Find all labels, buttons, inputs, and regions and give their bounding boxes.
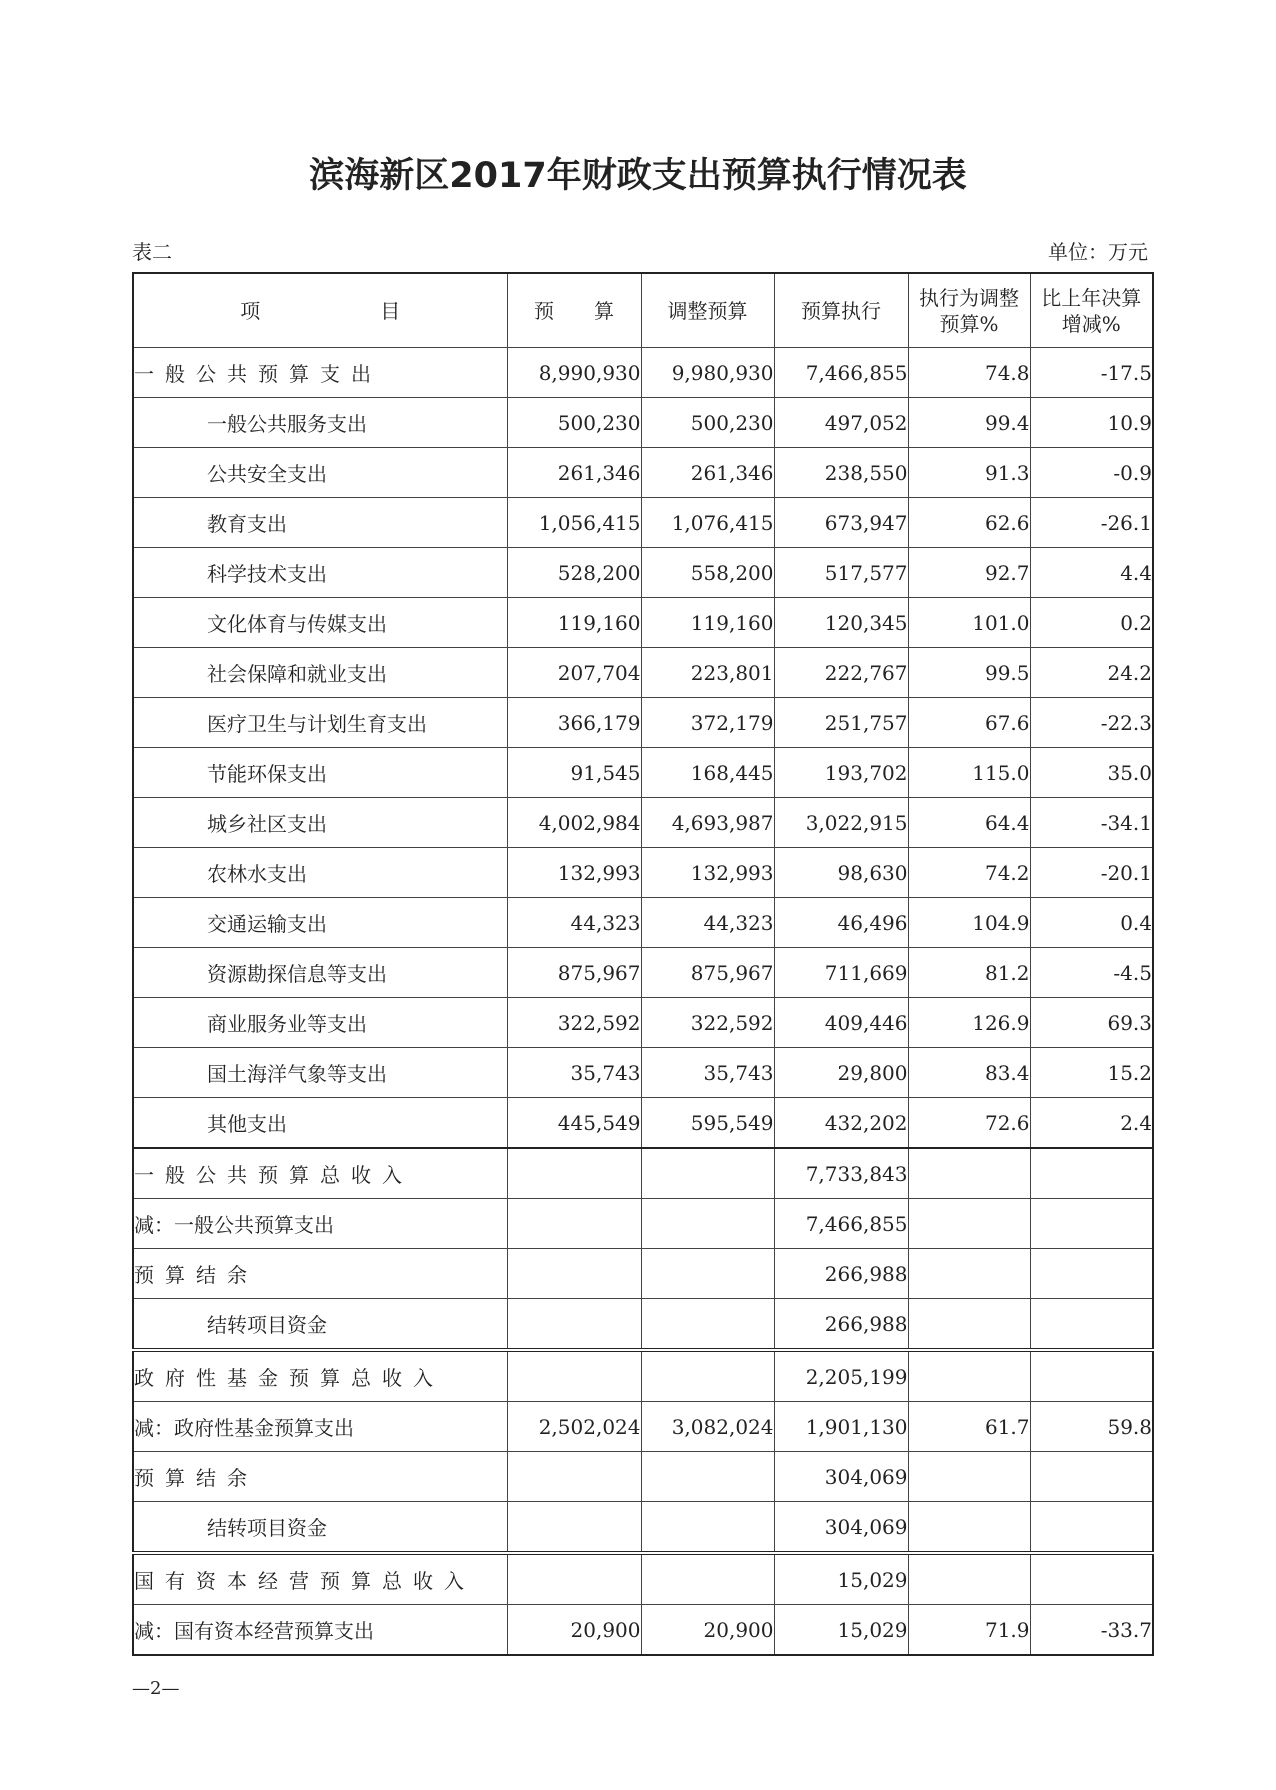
row-change: 10.9 (1030, 398, 1153, 448)
header-item: 项 目 (133, 273, 507, 348)
row-executed: 46,496 (774, 898, 908, 948)
row-item: 一般公共服务支出 (133, 398, 507, 448)
row-item: 减：政府性基金预算支出 (133, 1402, 507, 1452)
row-item: 交通运输支出 (133, 898, 507, 948)
page-number: —2— (132, 1678, 180, 1699)
table-row (133, 898, 1153, 948)
row-pct: 74.8 (908, 348, 1030, 398)
table-row (133, 1553, 1153, 1605)
budget-execution-table (132, 272, 1154, 1656)
row-change: 0.4 (1030, 898, 1153, 948)
table-row (133, 1452, 1153, 1502)
row-executed: 251,757 (774, 698, 908, 748)
row-budget (507, 1502, 641, 1554)
row-budget: 875,967 (507, 948, 641, 998)
table-row (133, 1299, 1153, 1351)
row-executed: 15,029 (774, 1553, 908, 1605)
row-pct (908, 1199, 1030, 1249)
row-item: 社会保障和就业支出 (133, 648, 507, 698)
row-budget: 8,990,930 (507, 348, 641, 398)
row-change: -0.9 (1030, 448, 1153, 498)
row-budget: 4,002,984 (507, 798, 641, 848)
row-executed: 222,767 (774, 648, 908, 698)
row-item: 科学技术支出 (133, 548, 507, 598)
row-executed: 304,069 (774, 1452, 908, 1502)
row-pct: 62.6 (908, 498, 1030, 548)
header-budget: 预 算 (507, 273, 641, 348)
row-adjusted (641, 1502, 774, 1554)
row-change: 69.3 (1030, 998, 1153, 1048)
header-pct-line2: 预算% (939, 311, 999, 336)
table-row (133, 1350, 1153, 1402)
row-budget (507, 1148, 641, 1199)
row-adjusted: 372,179 (641, 698, 774, 748)
header-change (1030, 273, 1153, 348)
row-change (1030, 1299, 1153, 1351)
row-adjusted (641, 1452, 774, 1502)
row-change (1030, 1249, 1153, 1299)
row-change (1030, 1148, 1153, 1199)
row-pct: 83.4 (908, 1048, 1030, 1098)
row-pct: 115.0 (908, 748, 1030, 798)
row-item: 结转项目资金 (133, 1299, 507, 1351)
row-item: 其他支出 (133, 1098, 507, 1149)
row-adjusted: 4,693,987 (641, 798, 774, 848)
table-row (133, 998, 1153, 1048)
row-adjusted: 500,230 (641, 398, 774, 448)
row-change: 0.2 (1030, 598, 1153, 648)
row-item: 减：一般公共预算支出 (133, 1199, 507, 1249)
row-executed: 304,069 (774, 1502, 908, 1554)
row-budget (507, 1299, 641, 1351)
row-pct: 92.7 (908, 548, 1030, 598)
row-item: 预算结余 (133, 1249, 507, 1299)
row-adjusted: 20,900 (641, 1605, 774, 1656)
row-executed: 120,345 (774, 598, 908, 648)
row-budget: 322,592 (507, 998, 641, 1048)
row-item: 公共安全支出 (133, 448, 507, 498)
header-change-line1: 比上年决算 (1041, 285, 1142, 310)
row-change: -33.7 (1030, 1605, 1153, 1656)
row-pct: 67.6 (908, 698, 1030, 748)
row-item: 国有资本经营预算总收入 (133, 1553, 507, 1605)
table-row (133, 698, 1153, 748)
row-executed: 238,550 (774, 448, 908, 498)
row-budget: 132,993 (507, 848, 641, 898)
row-adjusted: 44,323 (641, 898, 774, 948)
row-budget (507, 1350, 641, 1402)
row-adjusted: 558,200 (641, 548, 774, 598)
row-budget: 366,179 (507, 698, 641, 748)
row-budget: 207,704 (507, 648, 641, 698)
table-row (133, 648, 1153, 698)
row-pct (908, 1452, 1030, 1502)
row-item: 一般公共预算支出 (133, 348, 507, 398)
row-change: -22.3 (1030, 698, 1153, 748)
row-item: 资源勘探信息等支出 (133, 948, 507, 998)
row-pct (908, 1502, 1030, 1554)
row-change (1030, 1553, 1153, 1605)
row-adjusted (641, 1148, 774, 1199)
row-item: 结转项目资金 (133, 1502, 507, 1554)
row-executed: 15,029 (774, 1605, 908, 1656)
row-budget: 528,200 (507, 548, 641, 598)
header-change-line2: 增减% (1061, 311, 1121, 336)
row-budget (507, 1199, 641, 1249)
table-row (133, 1148, 1153, 1199)
row-executed: 1,901,130 (774, 1402, 908, 1452)
row-adjusted (641, 1350, 774, 1402)
row-executed: 711,669 (774, 948, 908, 998)
row-item: 减：国有资本经营预算支出 (133, 1605, 507, 1656)
header-executed: 预算执行 (774, 273, 908, 348)
row-change: -34.1 (1030, 798, 1153, 848)
row-executed: 673,947 (774, 498, 908, 548)
row-pct: 74.2 (908, 848, 1030, 898)
row-adjusted: 875,967 (641, 948, 774, 998)
row-budget: 119,160 (507, 598, 641, 648)
row-budget: 35,743 (507, 1048, 641, 1098)
row-adjusted: 322,592 (641, 998, 774, 1048)
row-budget: 91,545 (507, 748, 641, 798)
row-change (1030, 1350, 1153, 1402)
row-adjusted: 223,801 (641, 648, 774, 698)
row-change: 35.0 (1030, 748, 1153, 798)
table-row (133, 498, 1153, 548)
row-change: -4.5 (1030, 948, 1153, 998)
table-header-row (133, 273, 1153, 348)
row-change (1030, 1502, 1153, 1554)
row-budget (507, 1553, 641, 1605)
row-change (1030, 1199, 1153, 1249)
row-budget: 20,900 (507, 1605, 641, 1656)
row-change: 24.2 (1030, 648, 1153, 698)
row-budget: 500,230 (507, 398, 641, 448)
table-row (133, 798, 1153, 848)
header-pct-line1: 执行为调整 (919, 285, 1019, 310)
row-change (1030, 1452, 1153, 1502)
row-pct: 101.0 (908, 598, 1030, 648)
row-executed: 497,052 (774, 398, 908, 448)
row-adjusted: 119,160 (641, 598, 774, 648)
row-item: 政府性基金预算总收入 (133, 1350, 507, 1402)
row-pct: 72.6 (908, 1098, 1030, 1149)
row-change: -20.1 (1030, 848, 1153, 898)
row-item: 商业服务业等支出 (133, 998, 507, 1048)
table-row (133, 1048, 1153, 1098)
unit-label: 单位：万元 (1048, 240, 1148, 264)
row-adjusted (641, 1249, 774, 1299)
row-executed: 266,988 (774, 1299, 908, 1351)
row-budget: 261,346 (507, 448, 641, 498)
table-row (133, 1199, 1153, 1249)
row-pct: 99.5 (908, 648, 1030, 698)
row-pct: 71.9 (908, 1605, 1030, 1656)
row-pct: 99.4 (908, 398, 1030, 448)
row-change: 15.2 (1030, 1048, 1153, 1098)
table-row (133, 948, 1153, 998)
row-item: 一般公共预算总收入 (133, 1148, 507, 1199)
table-row (133, 1249, 1153, 1299)
row-pct (908, 1299, 1030, 1351)
row-executed: 2,205,199 (774, 1350, 908, 1402)
table-row (133, 398, 1153, 448)
row-pct: 61.7 (908, 1402, 1030, 1452)
row-change: 4.4 (1030, 548, 1153, 598)
row-item: 医疗卫生与计划生育支出 (133, 698, 507, 748)
row-adjusted (641, 1553, 774, 1605)
table-row (133, 598, 1153, 648)
row-adjusted (641, 1299, 774, 1351)
header-pct (908, 273, 1030, 348)
row-budget: 2,502,024 (507, 1402, 641, 1452)
row-executed: 3,022,915 (774, 798, 908, 848)
row-item: 国土海洋气象等支出 (133, 1048, 507, 1098)
row-executed: 29,800 (774, 1048, 908, 1098)
table-row (133, 1502, 1153, 1554)
table-row (133, 448, 1153, 498)
row-executed: 517,577 (774, 548, 908, 598)
row-pct: 126.9 (908, 998, 1030, 1048)
table-row (133, 348, 1153, 398)
table-row (133, 1605, 1153, 1656)
row-executed: 7,466,855 (774, 348, 908, 398)
row-executed: 266,988 (774, 1249, 908, 1299)
row-adjusted: 1,076,415 (641, 498, 774, 548)
row-adjusted: 261,346 (641, 448, 774, 498)
row-pct: 64.4 (908, 798, 1030, 848)
row-adjusted (641, 1199, 774, 1249)
row-item: 节能环保支出 (133, 748, 507, 798)
row-item: 教育支出 (133, 498, 507, 548)
row-change: 2.4 (1030, 1098, 1153, 1149)
row-pct (908, 1148, 1030, 1199)
table-row (133, 848, 1153, 898)
row-pct (908, 1350, 1030, 1402)
row-pct: 91.3 (908, 448, 1030, 498)
row-change: 59.8 (1030, 1402, 1153, 1452)
row-pct: 81.2 (908, 948, 1030, 998)
table-row (133, 1402, 1153, 1452)
page-title: 滨海新区2017年财政支出预算执行情况表 (309, 156, 967, 196)
row-adjusted: 9,980,930 (641, 348, 774, 398)
row-budget (507, 1452, 641, 1502)
row-pct (908, 1553, 1030, 1605)
row-budget (507, 1249, 641, 1299)
row-executed: 7,733,843 (774, 1148, 908, 1199)
row-pct (908, 1249, 1030, 1299)
table-row (133, 1098, 1153, 1149)
row-adjusted: 595,549 (641, 1098, 774, 1149)
row-item: 预算结余 (133, 1452, 507, 1502)
row-executed: 432,202 (774, 1098, 908, 1149)
row-item: 农林水支出 (133, 848, 507, 898)
row-pct: 104.9 (908, 898, 1030, 948)
row-item: 文化体育与传媒支出 (133, 598, 507, 648)
table-row (133, 548, 1153, 598)
row-adjusted: 3,082,024 (641, 1402, 774, 1452)
row-change: -26.1 (1030, 498, 1153, 548)
header-adjusted: 调整预算 (641, 273, 774, 348)
row-executed: 409,446 (774, 998, 908, 1048)
row-adjusted: 132,993 (641, 848, 774, 898)
row-adjusted: 168,445 (641, 748, 774, 798)
row-executed: 98,630 (774, 848, 908, 898)
row-budget: 1,056,415 (507, 498, 641, 548)
row-change: -17.5 (1030, 348, 1153, 398)
row-executed: 7,466,855 (774, 1199, 908, 1249)
row-item: 城乡社区支出 (133, 798, 507, 848)
row-adjusted: 35,743 (641, 1048, 774, 1098)
row-executed: 193,702 (774, 748, 908, 798)
table-label: 表二 (132, 240, 172, 264)
table-row (133, 748, 1153, 798)
row-budget: 44,323 (507, 898, 641, 948)
row-budget: 445,549 (507, 1098, 641, 1149)
